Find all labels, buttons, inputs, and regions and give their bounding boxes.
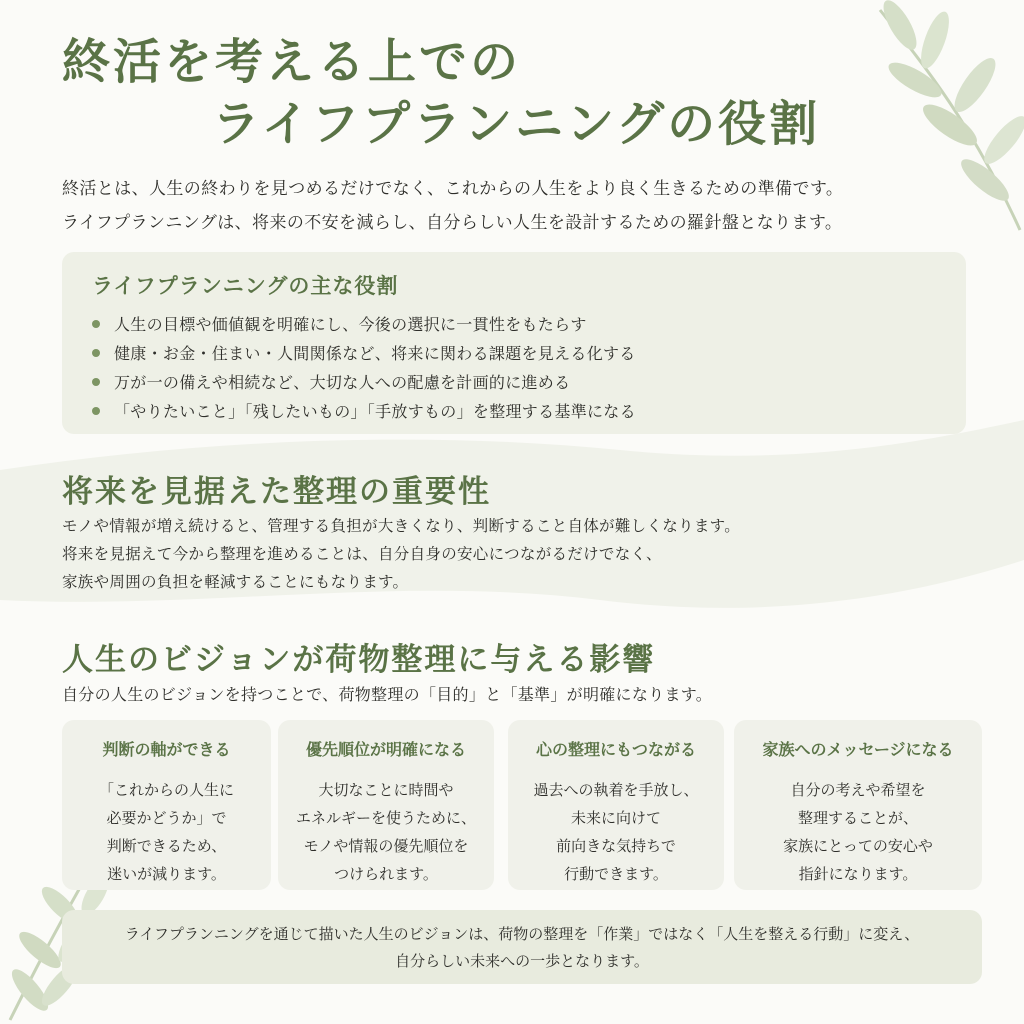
card-title: 家族へのメッセージになる: [762, 740, 954, 759]
roles-list: [92, 310, 636, 426]
card-title: 判断の軸ができる: [102, 740, 231, 759]
card-line: エネルギーを使うために、: [295, 809, 476, 827]
section2-body: [62, 512, 740, 596]
list-item-text: 健康・お金・住まい・人間関係など、将来に関わる課題を見える化する: [114, 344, 636, 363]
bullet-icon: [92, 378, 100, 386]
card-body: [62, 776, 271, 888]
card-line: 大切なことに時間や: [318, 781, 454, 799]
page-title-line1: 終活を考える上での: [62, 34, 522, 90]
card-title: 心の整理にもつながる: [535, 740, 696, 759]
footer-line: 自分らしい未来への一歩となります。: [395, 952, 649, 970]
footer-line: ライフプランニングを通じて描いた人生のビジョンは、荷物の整理を「作業」ではなく「人生を整える行動」に変え、: [124, 925, 920, 943]
card-line: 迷いが減ります。: [107, 865, 226, 883]
bullet-icon: [92, 349, 100, 357]
footer-message: [62, 910, 982, 984]
intro-text: [62, 172, 843, 240]
section2-line: 将来を見据えて今から整理を進めることは、自分自身の安心につながるだけでなく、: [62, 545, 662, 563]
list-item-text: 万が一の備えや相続など、大切な人への配慮を計画的に進める: [114, 373, 571, 392]
section2-line: モノや情報が増え続けると、管理する負担が大きくなり、判断すること自体が難しくなります。: [62, 517, 741, 535]
section3-lead: 自分の人生のビジョンを持つことで、荷物整理の「目的」と「基準」が明確になります。: [62, 685, 713, 704]
card-line: 未来に向けて: [570, 809, 661, 827]
roles-title: ライフプランニングの主な役割: [92, 273, 399, 298]
card-title: 優先順位が明確になる: [305, 740, 466, 759]
section2-title: 将来を見据えた整理の重要性: [62, 474, 491, 510]
bullet-icon: [92, 407, 100, 415]
impact-card: [62, 720, 271, 890]
impact-card: [734, 720, 982, 890]
card-line: 過去への執着を手放し、: [533, 781, 699, 799]
intro-line: ライフプランニングは、将来の不安を減らし、自分らしい人生を設計するための羅針盤となります。: [62, 213, 843, 233]
list-item: [92, 368, 636, 397]
list-item: [92, 397, 636, 426]
card-line: つけられます。: [334, 865, 438, 883]
section2-line: 家族や周囲の負担を軽減することにもなります。: [62, 573, 409, 591]
roles-box: [62, 252, 966, 434]
card-line: 前向きな気持ちで: [556, 837, 676, 855]
card-line: 行動できます。: [564, 865, 668, 883]
impact-card: [278, 720, 494, 890]
card-body: [734, 776, 982, 888]
page-title-line2: ライフプランニングの役割: [212, 96, 821, 152]
card-line: 整理することが、: [797, 809, 918, 827]
list-item: [92, 339, 636, 368]
card-line: 判断できるため、: [106, 837, 227, 855]
card-line: モノや情報の優先順位を: [303, 837, 469, 855]
impact-card: [508, 720, 724, 890]
intro-line: 終活とは、人生の終わりを見つめるだけでなく、これからの人生をより良く生きるための準備です。: [62, 179, 844, 199]
section3-title: 人生のビジョンが荷物整理に与える影響: [62, 642, 656, 678]
card-line: 指針になります。: [798, 865, 918, 883]
list-item: [92, 310, 636, 339]
card-line: 「これからの人生に: [98, 781, 234, 799]
bullet-icon: [92, 320, 100, 328]
impact-cards: [62, 720, 982, 890]
card-line: 自分の考えや希望を: [790, 781, 926, 799]
card-line: 必要かどうか」で: [106, 809, 227, 827]
card-body: [508, 776, 724, 888]
card-line: 家族にとっての安心や: [783, 837, 933, 855]
list-item-text: 人生の目標や価値観を明確にし、今後の選択に一貫性をもたらす: [114, 315, 587, 334]
card-body: [278, 776, 494, 888]
list-item-text: 「やりたいこと」「残したいもの」「手放すもの」を整理する基準になる: [114, 402, 636, 421]
